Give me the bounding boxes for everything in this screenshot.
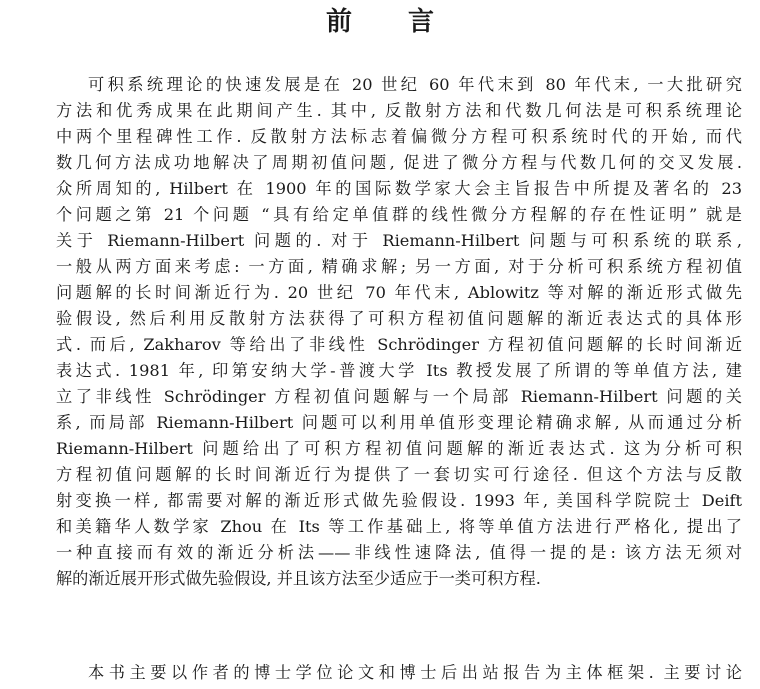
paragraph-line: 表达式. 1981 年, 印第安纳大学-普渡大学 Its 教授发展了所谓的等单值方法, 建 bbox=[56, 361, 742, 380]
paragraph-line: 系, 而局部 Riemann-Hilbert 问题可以利用单值形变理论精确求解, 从而通过分析 bbox=[56, 413, 742, 432]
paragraph-line: 方程初值问题解的长时间渐近行为提供了一套切实可行途径. 但这个方法与反散 bbox=[56, 465, 742, 484]
paragraph-line: 中两个里程碑性工作. 反散射方法标志着偏微分方程可积系统时代的开始, 而代 bbox=[56, 127, 742, 146]
paragraph-1 bbox=[56, 72, 742, 592]
paragraph-line: 本书主要以作者的博士学位论文和博士后出站报告为主体框架. 主要讨论 bbox=[88, 663, 742, 682]
paragraph-line: 式. 而后, Zakharov 等给出了非线性 Schrödinger 方程初值问题解的长时间渐近 bbox=[56, 335, 742, 354]
paragraph-line: 一般从两方面来考虑: 一方面, 精确求解; 另一方面, 对于分析可积系统方程初值 bbox=[56, 257, 742, 276]
heading-char-1: 前 bbox=[325, 7, 352, 37]
paragraph-line: 可积系统理论的快速发展是在 20 世纪 60 年代末到 80 年代末, 一大批研究 bbox=[88, 75, 742, 94]
paragraph-line: 问题解的长时间渐近行为. 20 世纪 70 年代末, Ablowitz 等对解的渐近形式做先 bbox=[56, 283, 742, 302]
paragraph-line: 一种直接而有效的渐近分析法——非线性速降法, 值得一提的是: 该方法无须对 bbox=[56, 543, 742, 562]
paragraph-line: 立了非线性 Schrödinger 方程初值问题解与一个局部 Riemann-Hilbert 问题的关 bbox=[56, 387, 742, 406]
preface-heading bbox=[0, 2, 760, 42]
paragraph-2 bbox=[56, 660, 742, 686]
paragraph-line: 方法和优秀成果在此期间产生. 其中, 反散射方法和代数几何法是可积系统理论 bbox=[56, 101, 742, 120]
paragraph-line: Riemann-Hilbert 问题给出了可积方程初值问题解的渐近表达式. 这为分析可积 bbox=[56, 439, 742, 458]
paragraph-line: 和美籍华人数学家 Zhou 在 Its 等工作基础上, 将等单值方法进行严格化, 提出了 bbox=[56, 517, 742, 536]
paragraph-line: 解的渐近展开形式做先验假设, 并且该方法至少适应于一类可积方程. bbox=[56, 569, 541, 588]
paragraph-line: 射变换一样, 都需要对解的渐近形式做先验假设. 1993 年, 美国科学院院士 Deift bbox=[56, 491, 742, 510]
paragraph-line: 数几何方法成功地解决了周期初值问题, 促进了微分方程与代数几何的交叉发展. bbox=[56, 153, 742, 172]
paragraph-line: 验假设, 然后利用反散射方法获得了可积方程初值问题解的渐近表达式的具体形 bbox=[56, 309, 742, 328]
heading-char-2: 言 bbox=[408, 7, 435, 37]
paragraph-line: 众所周知的, Hilbert 在 1900 年的国际数学家大会主旨报告中所提及著名的 23 bbox=[56, 179, 742, 198]
paragraph-line: 关于 Riemann-Hilbert 问题的. 对于 Riemann-Hilbert 问题与可积系统的联系, bbox=[56, 231, 742, 250]
paragraph-line: 个问题之第 21 个问题 “具有给定单值群的线性微分方程解的存在性证明” 就是 bbox=[56, 205, 742, 224]
